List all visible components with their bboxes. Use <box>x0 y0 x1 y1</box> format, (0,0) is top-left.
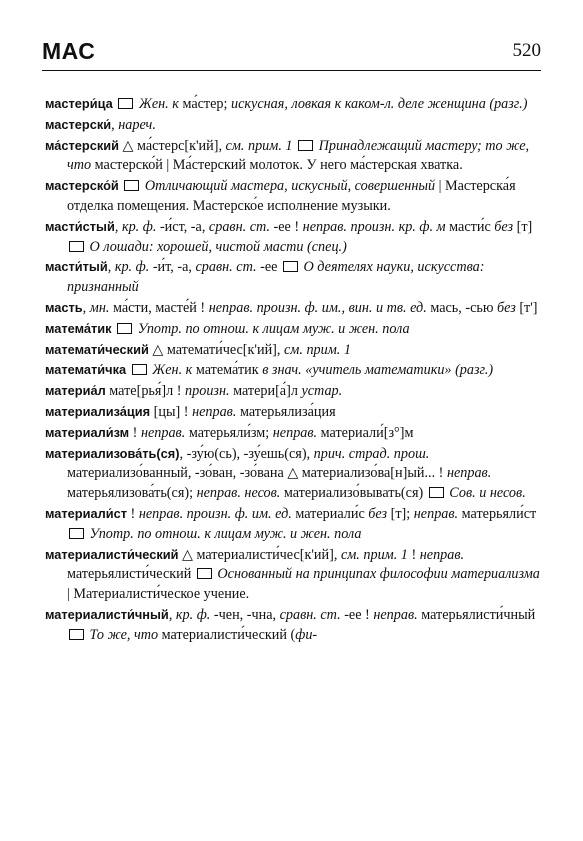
headword: мастерско́й <box>45 178 119 194</box>
headword: ма́стерский <box>45 137 119 153</box>
italic-gloss: О деятелях науки, искусства: признанный <box>67 259 485 296</box>
italic-gloss: устар. <box>301 383 343 400</box>
italic-gloss: неправ. <box>192 403 237 420</box>
dictionary-entry-mastistyj <box>45 217 541 258</box>
italic-gloss: Жен. к <box>152 362 193 379</box>
entry-text: ма́стер; <box>178 96 232 112</box>
entry-text: мастерско́й | Ма́стерский молоток. У него ма́стерская хватка. <box>91 157 463 174</box>
italic-gloss: прич. страд. прош. <box>313 445 430 462</box>
entry-text: -ее ! <box>269 218 303 235</box>
entry-text: | Материалисти́ческое учение. <box>67 586 250 603</box>
definition-box-icon <box>69 241 84 252</box>
definition-box-icon <box>69 528 84 539</box>
italic-gloss: кр. ф. <box>114 259 150 276</box>
entry-text: ! <box>407 546 420 563</box>
italic-gloss: кр. ф. <box>175 606 211 623</box>
dictionary-entry-matematichka <box>45 360 541 381</box>
headword: материали́ст <box>45 505 127 521</box>
italic-gloss: неправ. произн. ф. им., вин. и тв. ед. <box>208 299 427 316</box>
dictionary-entry-materializm <box>45 423 541 444</box>
headword: материа́л <box>45 383 106 399</box>
definition-box-icon <box>69 629 84 640</box>
italic-gloss: Отличающий мастера, искусный, совершенный <box>144 178 436 195</box>
entry-text: [цы] ! <box>150 403 193 420</box>
italic-gloss: сравн. ст. <box>195 259 257 276</box>
italic-gloss: неправ. произн. ф. им. ед. <box>138 505 292 522</box>
headword: мастери́ца <box>45 96 113 111</box>
headword: матема́тик <box>45 320 112 336</box>
italic-gloss: неправ. <box>140 424 186 441</box>
italic-gloss: неправ. <box>272 424 318 441</box>
definition-box-icon <box>124 180 139 191</box>
italic-gloss: фи- <box>295 626 318 643</box>
entry-text: матерьялисти́чный <box>417 606 536 623</box>
italic-gloss: Употр. по отнош. к лицам муж. и жен. пола <box>89 525 362 542</box>
entry-text: матерьяли́ст <box>458 505 537 522</box>
italic-gloss: Жен. к <box>138 96 179 112</box>
italic-gloss: неправ. <box>413 505 459 522</box>
headword: масть <box>45 299 83 315</box>
entry-text: материализо́ванный, -зо́ван, -зо́вана △ материализо́ва[н]ый... ! <box>67 465 447 482</box>
entry-text: , <box>82 299 90 316</box>
entry-text: , <box>111 116 119 133</box>
dictionary-entry-mast <box>45 298 541 319</box>
headword: материали́зм <box>45 424 130 440</box>
definition-box-icon <box>429 487 444 498</box>
entry-text: -и́т, -а, <box>149 259 196 276</box>
header-rule <box>42 70 541 71</box>
definition-box-icon <box>118 98 133 109</box>
italic-gloss: без <box>368 505 388 522</box>
entry-text: , <box>107 259 115 276</box>
italic-gloss: в знач. «учитель математики» (разг.) <box>262 362 494 379</box>
dictionary-entry-materializatsiya <box>45 402 541 423</box>
entry-text: матерьялизова́ть(ся); <box>67 485 197 502</box>
italic-gloss: без <box>494 218 514 235</box>
italic-gloss: см. прим. 1 <box>340 546 408 563</box>
italic-gloss: То же, что <box>89 626 159 643</box>
italic-gloss: кр. ф. <box>121 218 157 235</box>
headword: материалисти́ческий <box>45 546 179 562</box>
definition-box-icon <box>298 140 313 151</box>
italic-gloss: неправ. несов. <box>196 485 281 502</box>
entry-text: масти́с <box>445 218 495 235</box>
italic-gloss: без <box>497 299 516 316</box>
definition-box-icon <box>197 568 212 579</box>
entry-text: △ математи́чес[к'ий], <box>148 341 284 358</box>
entry-text: матерьялисти́ческий <box>67 566 192 583</box>
italic-gloss: нареч. <box>118 116 156 133</box>
italic-gloss: искусная, ловкая к каком-л. деле женщина (разг.) <box>231 96 528 112</box>
italic-gloss: неправ. произн. кр. ф. м <box>302 218 446 235</box>
entry-text: мате[рья́]л ! <box>105 383 186 400</box>
definition-box-icon <box>117 323 132 334</box>
dictionary-entry-matematik <box>45 319 541 340</box>
dictionary-entry-materialistichnyj <box>45 605 541 646</box>
entry-text: матерьялиза́ция <box>236 403 336 420</box>
entry-text: ! <box>126 505 139 522</box>
dictionary-entry-mastityj <box>45 257 541 298</box>
entry-text: мась, -сью <box>426 299 497 316</box>
dictionary-entry-materialisticheskij <box>45 545 541 605</box>
headword: материализова́ть(ся) <box>45 445 180 461</box>
entry-text: , -зу́ю(сь), -зу́ешь(ся), <box>179 445 314 462</box>
italic-gloss: см. прим. 1 <box>284 341 351 358</box>
dictionary-entry-masterskij <box>45 136 541 177</box>
entry-text: материали́[з°]м <box>317 424 414 441</box>
entry-text: материализо́вывать(ся) <box>280 485 424 502</box>
dictionary-entry-materialist <box>45 504 541 545</box>
dictionary-entry-masteritsa <box>45 94 541 115</box>
italic-gloss: Основанный на принципах философии материализма <box>217 566 540 583</box>
entry-text: , <box>168 606 176 623</box>
dictionary-entry-masterskoj <box>45 176 541 217</box>
headword: материализа́ция <box>45 403 151 419</box>
page-number: 520 <box>512 40 541 61</box>
entry-text: ! <box>129 424 141 441</box>
entry-text: -и́ст, -а, <box>156 218 209 235</box>
italic-gloss: Употр. по отнош. к лицам муж. и жен. пола <box>137 320 410 337</box>
entry-text: -ее <box>256 259 278 276</box>
italic-gloss: Принадлежащий мастеру; то же, что <box>67 137 530 174</box>
italic-gloss: неправ. <box>373 606 418 623</box>
italic-gloss: неправ. <box>446 465 492 482</box>
entry-text: матема́тик <box>192 362 263 379</box>
italic-gloss: Сов. и несов. <box>449 485 526 502</box>
entry-text: [т] <box>513 218 533 235</box>
italic-gloss: сравн. ст. <box>208 218 270 235</box>
running-head-word: МАС <box>42 38 96 64</box>
dictionary-entry-materiyal <box>45 381 541 402</box>
definition-box-icon <box>132 364 147 375</box>
italic-gloss: произн. <box>185 383 230 400</box>
entry-text: матери[а́]л <box>229 383 302 400</box>
headword: математи́ческий <box>45 341 149 357</box>
entry-text: [т'] <box>515 299 538 316</box>
entry-text: △ ма́стерс[к'ий], <box>119 137 226 154</box>
entry-text: | Мастерска́я отделка помещения. Мастерско́е исполнение музыки. <box>67 178 516 214</box>
entry-text: -чен, -чна, <box>210 606 280 623</box>
dictionary-entry-materializovat <box>45 444 541 504</box>
headword: материалисти́чный <box>45 606 169 622</box>
italic-gloss: сравн. ст. <box>279 606 341 623</box>
italic-gloss: мн. <box>89 299 110 316</box>
dictionary-entry-matematicheskij <box>45 340 541 361</box>
entry-list <box>45 94 541 646</box>
headword: математи́чка <box>45 362 127 378</box>
headword: масти́стый <box>45 218 115 234</box>
entry-text: ма́сти, масте́й ! <box>109 299 209 316</box>
entry-text: -ее ! <box>340 606 374 623</box>
entry-text: △ материалисти́чес[к'ий], <box>178 546 341 563</box>
italic-gloss: неправ. <box>419 546 465 563</box>
definition-box-icon <box>283 261 298 272</box>
headword: масти́тый <box>45 259 108 275</box>
entry-text: матерьяли́зм; <box>185 424 273 441</box>
italic-gloss: О лошади: хорошей, чистой масти (спец.) <box>89 238 347 255</box>
entry-text: , <box>114 218 122 235</box>
headword: мастерски́ <box>45 116 112 132</box>
entry-text: [т]; <box>387 505 414 522</box>
entry-text: материалисти́ческий ( <box>158 626 296 643</box>
dictionary-entry-masterski <box>45 115 541 136</box>
entry-text: материали́с <box>291 505 369 522</box>
italic-gloss: см. прим. 1 <box>225 137 293 154</box>
